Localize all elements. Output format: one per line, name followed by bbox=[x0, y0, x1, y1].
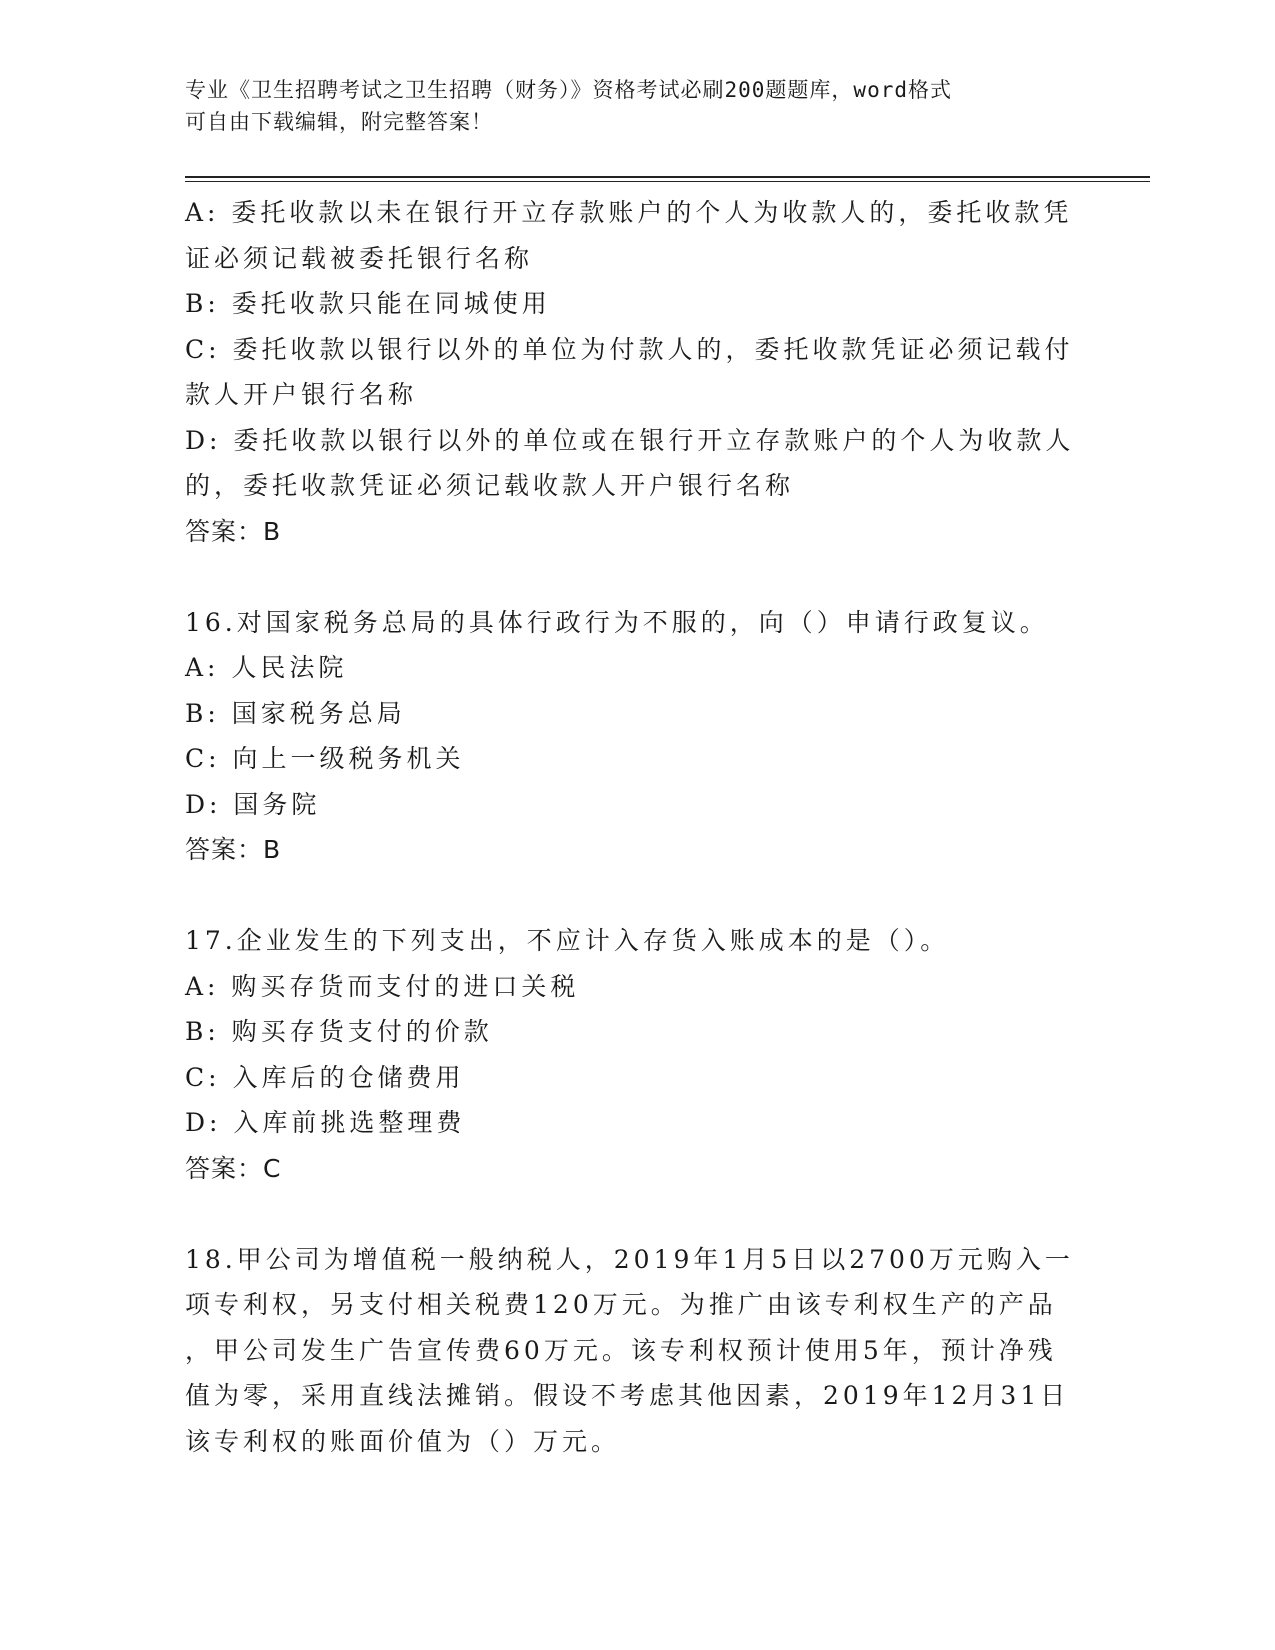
question-text-line: 值为零，采用直线法摊销。假设不考虑其他因素，2019年12月31日 bbox=[185, 1381, 1070, 1410]
question-16-block bbox=[185, 600, 1085, 873]
header-line-2: 可自由下载编辑，附完整答案！ bbox=[185, 110, 493, 134]
document-header bbox=[185, 74, 1065, 138]
option-d: D: 入库前挑选整理费 bbox=[185, 1108, 466, 1137]
option-c: C: 向上一级税务机关 bbox=[185, 744, 465, 773]
question-17-block bbox=[185, 918, 1085, 1191]
answer-line: 答案：C bbox=[185, 1153, 282, 1183]
option-line: B: 委托收款只能在同城使用 bbox=[185, 289, 551, 318]
option-a: A: 人民法院 bbox=[185, 653, 348, 682]
question-text-line: 18.甲公司为增值税一般纳税人，2019年1月5日以2700万元购入一 bbox=[185, 1244, 1074, 1274]
header-line-1: 专业《卫生招聘考试之卫生招聘（财务）》资格考试必刷200题题库，word格式 bbox=[185, 78, 952, 102]
option-line: A: 委托收款以未在银行开立存款账户的个人为收款人的，委托收款凭 bbox=[185, 198, 1073, 227]
question-18-block bbox=[185, 1237, 1085, 1465]
option-a: A: 购买存货而支付的进口关税 bbox=[185, 971, 580, 1001]
header-divider-thick bbox=[185, 176, 1150, 178]
question-spacer bbox=[185, 1191, 1085, 1237]
option-d: D: 国务院 bbox=[185, 789, 321, 819]
question-text: 17.企业发生的下列支出，不应计入存货入账成本的是（）。 bbox=[185, 926, 950, 955]
question-text-line: 项专利权，另支付相关税费120万元。为推广由该专利权生产的产品 bbox=[185, 1290, 1057, 1319]
option-line: 证必须记载被委托银行名称 bbox=[185, 243, 534, 273]
document-body bbox=[185, 190, 1085, 1464]
option-line: C: 委托收款以银行以外的单位为付款人的，委托收款凭证必须记载付 bbox=[185, 334, 1074, 364]
option-line: 的，委托收款凭证必须记载收款人开户银行名称 bbox=[185, 471, 795, 500]
option-b: B: 国家税务总局 bbox=[185, 698, 406, 728]
question-text-line: ，甲公司发生广告宣传费60万元。该专利权预计使用5年，预计净残 bbox=[185, 1335, 1057, 1365]
answer-line: 答案：B bbox=[185, 835, 282, 864]
question-spacer bbox=[185, 554, 1085, 600]
header-divider-thin bbox=[185, 181, 1150, 182]
answer-line: 答案：B bbox=[185, 516, 282, 546]
option-c: C: 入库后的仓储费用 bbox=[185, 1062, 465, 1092]
question-text: 16.对国家税务总局的具体行政行为不服的，向（）申请行政复议。 bbox=[185, 607, 1049, 637]
option-line: 款人开户银行名称 bbox=[185, 380, 418, 409]
question-spacer bbox=[185, 873, 1085, 919]
question-15-block bbox=[185, 190, 1085, 554]
option-line: D: 委托收款以银行以外的单位或在银行开立存款账户的个人为收款人 bbox=[185, 425, 1075, 455]
question-text-line: 该专利权的账面价值为（）万元。 bbox=[185, 1426, 621, 1456]
option-b: B: 购买存货支付的价款 bbox=[185, 1017, 493, 1046]
